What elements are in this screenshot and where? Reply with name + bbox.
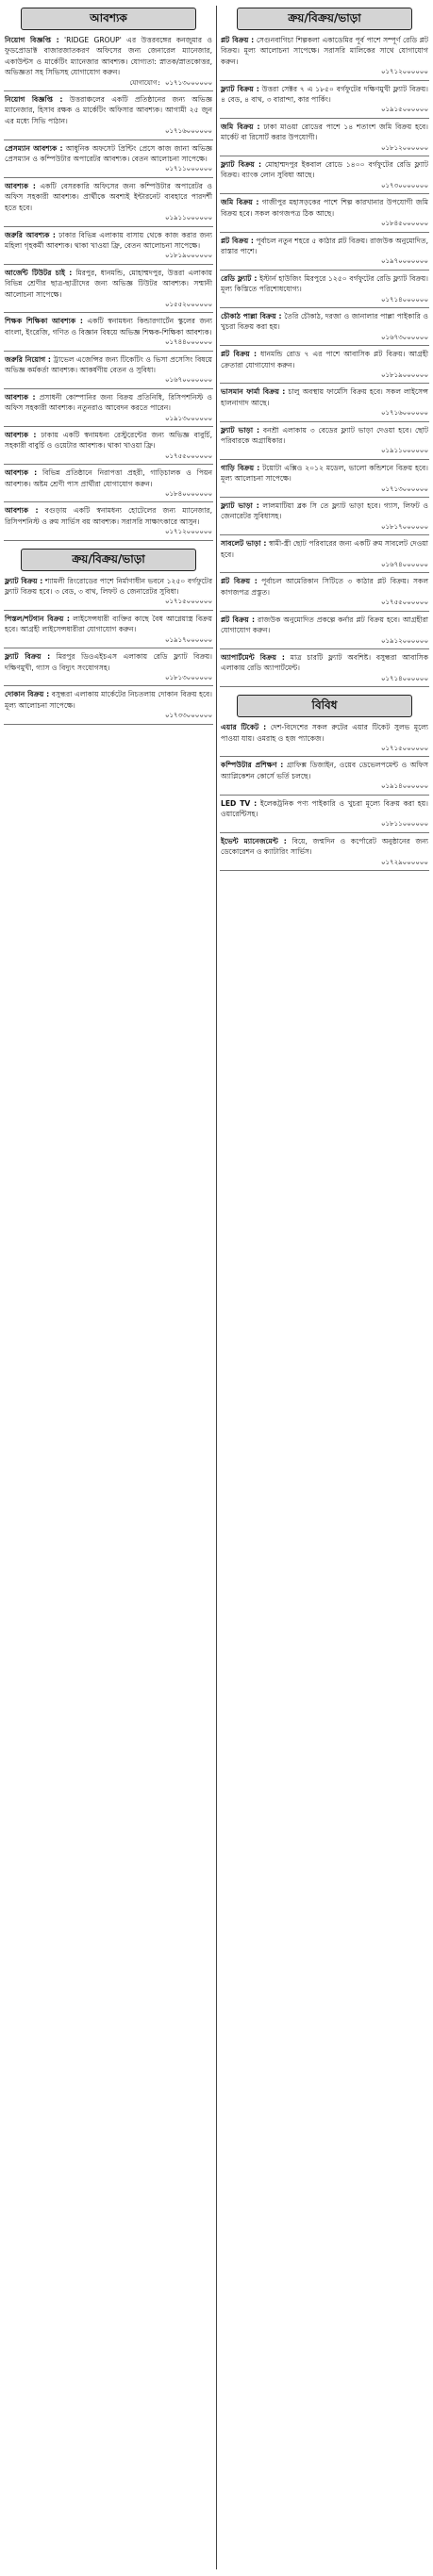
ad-phone-number[interactable]: ০১৫৫২০০০০০০ (164, 300, 212, 308)
ad-body-text: বসুন্ধরা এলাকায় মার্কেটের নিচতলায় দোকান বিক্রয় হবে। মূল্য আলোচনা সাপেক্ষে। (5, 690, 212, 710)
ad-body-text: উত্তরা সেক্টর ৭ এ ১৮৫০ বর্গফুটের দক্ষিণমুখী ফ্ল্যাট বিক্রয়। ৪ বেড, ৪ বাথ, ৩ বারান্দা, কার পার্কিং। (221, 84, 428, 105)
ad-heading: জরুরি আবশ্যক : (5, 230, 56, 239)
ad-body-text: বিয়ে, জন্মদিন ও কর্পোরেট অনুষ্ঠানের জন্য ডেকোরেশন ও ক্যাটারিং সার্ভিস। (221, 836, 428, 857)
classified-ad (220, 575, 429, 611)
ad-phone-number[interactable]: ০১৭১৩০০০০০০ (380, 484, 428, 493)
ad-body-text: মিরপুর, ধানমন্ডি, মোহাম্মদপুর, উত্তরা এলাকায় বিভিন্ন শ্রেণীর ছাত্র-ছাত্রীদের জন্য অভিজ্ঞ টিউটর আবশ্যক। সম্মানী আলোচনা সাপেক্ষে। (5, 268, 212, 299)
classified-ad (4, 429, 213, 465)
ad-body-text: লালমাটিয়া ব্লক সি তে ফ্ল্যাট ভাড়া হবে। গ্যাস, লিফট ও জেনারেটর সুবিধাসহ। (221, 501, 428, 521)
ad-heading: ফ্ল্যাট বিক্রয় : (5, 652, 51, 662)
ad-heading: জরুরি নিয়োগ : (5, 354, 51, 364)
ad-phone-number[interactable]: ০১৭১২০০০০০০ (380, 68, 428, 76)
ad-heading: রেডি ফ্ল্যাট : (221, 273, 258, 283)
classified-ad (220, 272, 429, 308)
section-header-buy-sell-left: ক্রয়/বিক্রয়/ভাড়া (21, 549, 196, 571)
ad-phone-number[interactable]: ০১৭১৪০০০০০০ (380, 295, 428, 304)
ad-phone-number[interactable]: ০১৯৭০০০০০০০ (380, 257, 428, 266)
ad-body-text: সেগুনবাগিচা শিল্পকলা একাডেমির পূর্ব পাশে সম্পূর্ণ রেডি প্লট বিক্রয়। মূল্য আলোচনা সাপেক্ষে। সরাসরি মালিকের সাথে যোগাযোগ করুন। (221, 36, 428, 66)
classified-ad (4, 650, 213, 686)
ad-heading: আবশ্যক : (5, 506, 39, 516)
classified-ad (220, 34, 429, 81)
ad-body-text: উত্তরাঞ্চলের একটি প্রতিষ্ঠানের জন্য অভিজ্ঞ ম্যানেজার, হিসাব রক্ষক ও মার্কেটিং অফিসার আবশ্যক। আগামী ২৫ জুন এর মধ্যে সিভি পাঠান। (5, 95, 212, 125)
classified-ad (220, 235, 429, 271)
misc-ads-list (220, 721, 429, 871)
ad-heading: নিয়োগ বিজ্ঞপ্তি : (5, 36, 59, 44)
ad-heading: প্লট বিক্রয় : (221, 36, 255, 44)
section-header-wanted: আবশ্যক (21, 8, 196, 30)
ad-heading: ফ্ল্যাট বিক্রয় : (221, 160, 262, 170)
ad-heading: প্লট বিক্রয় : (221, 236, 254, 245)
ad-heading: আবশ্যক : (5, 431, 37, 439)
classified-ad (220, 196, 429, 232)
ad-phone-number[interactable]: ০১৭১২০০০০০০ (164, 528, 212, 536)
ad-body-text: শ্যামলী রিংরোডের পাশে নির্মাণাধীন ভবনে ১২৫০ বর্গফুটের ফ্ল্যাট বিক্রয় হবে। ৩ বেড, ৩ বাথ, লিফট ও জেনারেটর সুবিধা। (5, 576, 212, 597)
ad-body-text: স্বামী-স্ত্রী ছোট পরিবারের জন্য একটি রুম সাবলেট দেওয়া হবে। (221, 539, 428, 559)
ad-heading: ফ্ল্যাট বিক্রয় : (5, 576, 43, 585)
ad-body-text: ট্রাভেল এজেন্সির জন্য টিকেটিং ও ভিসা প্রসেসিং বিষয়ে অভিজ্ঞ কর্মকর্তা আবশ্যক। আকর্ষণীয় বেতন ও সুবিধা। (5, 354, 213, 374)
ad-phone-number[interactable]: ০১৭২৯০০০০০০ (380, 858, 428, 866)
ad-body-text: বগুড়ায় একটি স্বনামধন্য হোটেলের জন্য ম্যানেজার, রিসিপশনিস্ট ও রুম সার্ভিস বয় আবশ্যক। সরাসরি সাক্ষাৎকারে আসুন। (5, 506, 212, 526)
ad-heading: কম্পিউটার প্রশিক্ষণ : (221, 761, 284, 770)
ad-body-text: ঢাকা মাওয়া রোডের পাশে ১৪ শতাংশ জমি বিক্রয় হবে। মার্কেট বা রিসোর্ট করার উপযোগী। (221, 122, 429, 142)
ad-heading: ইভেন্ট ম্যানেজমেন্ট : (221, 836, 287, 845)
ad-phone-number[interactable]: ০১৮১১০০০০০০ (380, 820, 428, 829)
classified-ad (220, 386, 429, 421)
classified-ad (220, 462, 429, 498)
ad-phone-number[interactable]: ০১৭৩৩০০০০০০ (164, 712, 212, 720)
ad-phone-number[interactable]: ০১৮১৩০০০০০০ (164, 673, 212, 681)
ad-phone-number[interactable]: ০১৭৫৫০০০০০০ (164, 451, 212, 460)
classified-ad (4, 353, 213, 389)
ad-phone-number[interactable]: ০১৮৪০০০০০০০ (164, 490, 212, 499)
section-header-buy-sell-right: ক্রয়/বিক্রয়/ভাড়া (237, 8, 412, 30)
classified-ad (220, 158, 429, 194)
ad-heading: আর্জেন্ট টিউটর চাই : (5, 268, 73, 277)
right-column (220, 8, 429, 2569)
ad-body-text: ঢাকায় একটি স্বনামধন্য রেস্টুরেন্টের জন্য অভিজ্ঞ বাবুর্চি, সহকারী বাবুর্চি ও ওয়েটার আবশ্যক। থাকা খাওয়া ফ্রি। (5, 431, 212, 451)
classified-ad (4, 613, 213, 648)
ad-body-text: পূর্বাচল আমেরিকান সিটিতে ৩ কাঠার প্লট বিক্রয়। সকল কাগজপত্র প্রস্তুত। (221, 577, 428, 597)
classified-ad (220, 500, 429, 535)
ad-phone-number[interactable]: ০১৮১৭০০০০০০ (380, 522, 428, 531)
ad-heading: এয়ার টিকেট : (221, 723, 267, 732)
ad-phone-number[interactable]: ০১৯১২০০০০০০ (380, 636, 428, 645)
classified-ad (220, 310, 429, 346)
classified-ad (220, 83, 429, 119)
classified-ad (4, 575, 213, 611)
ad-phone-number[interactable]: ০১৭৩০০০০০০০ (380, 181, 428, 189)
ad-heading: প্লট বিক্রয় : (221, 350, 258, 359)
ad-phone-number[interactable]: ০১৭৪৪০০০০০০ (164, 338, 212, 347)
ad-heading: ভাসমান ফার্মা বিক্রয় : (221, 387, 286, 397)
ad-body-text: দেশ-বিদেশের সকল রুটের এয়ার টিকেট সুলভ মূল্যে পাওয়া যায়। ওমরাহ ও হজ প্যাকেজ। (221, 723, 429, 743)
ad-phone-number[interactable]: ০১৭১৬০০০০০০ (164, 127, 212, 136)
ad-heading: নিয়োগ বিজ্ঞপ্তি : (5, 95, 63, 105)
ad-heading: গাড়ি বিক্রয় : (221, 463, 260, 472)
ad-phone-number[interactable]: ০১৭১৪০০০০০০ (380, 674, 428, 682)
ad-body-text: মিরপুর ডিওএইচএস এলাকায় রেডি ফ্ল্যাট বিক্রয়। দক্ষিণমুখী, গ্যাস ও বিদ্যুৎ সংযোগসহ। (5, 652, 212, 672)
left-column (4, 8, 213, 2569)
ad-heading: জমি বিক্রয় : (221, 198, 259, 207)
classified-ad (220, 348, 429, 384)
ad-phone-number[interactable]: ০১৭৫৫০০০০০০ (380, 599, 428, 607)
ad-body-text: পূর্বাচল নতুন শহরে ৫ কাঠার প্লট বিক্রয়। রাজউক অনুমোদিত, রাস্তার পাশে। (221, 236, 428, 255)
classified-ad (4, 180, 213, 227)
ad-heading: আবশ্যক : (5, 468, 38, 478)
ad-phone-number[interactable]: ০১৮১৯০০০০০০ (380, 370, 428, 379)
ad-body-text: বনশ্রী এলাকায় ৩ বেডের ফ্ল্যাট ভাড়া দেওয়া হবে। ছোট পরিবারকে অগ্রাধিকার। (221, 425, 429, 445)
ad-phone-number[interactable]: ০১৯১১০০০০০০ (380, 447, 428, 455)
ad-body-text: একটি বেসরকারি অফিসের জন্য কম্পিউটার অপারেটর ও অফিস সহকারী আবশ্যক। প্রার্থীকে অবশ্যই ইন্টারনেট ব্যবহারে পারদর্শী হতে হবে। (5, 181, 212, 212)
ad-phone-number[interactable]: ০১৯১৭০০০০০০ (164, 635, 212, 644)
classified-ad (4, 267, 213, 314)
ad-body-text: ঢাকার বিভিন্ন এলাকায় বাসায় থেকে কাজ করার জন্য মহিলা গৃহকর্মী আবশ্যক। থাকা খাওয়া ফ্রি, বেতন আলোচনা সাপেক্ষে। (5, 230, 212, 250)
classified-ad (220, 835, 429, 871)
section-header-misc: বিবিধ (237, 695, 412, 717)
ad-body-text: মোহাম্মদপুর ইকবাল রোডে ১৪০০ বর্গফুটের রেডি ফ্ল্যাট বিক্রয়। ব্যাংক লোন সুবিধা আছে। (221, 160, 428, 180)
ad-heading: দোকান বিক্রয় : (5, 690, 50, 699)
ad-phone-number[interactable]: যোগাযোগ: ০১৭১৩০০০০০০ (129, 78, 212, 87)
column-divider (216, 6, 217, 2569)
ad-body-text: লাইসেন্সধারী ব্যক্তির কাছে বৈধ আগ্নেয়াস্ত্র বিক্রয় হবে। আগ্রহী লাইসেন্সধারীরা যোগাযোগ করুন। (5, 614, 213, 634)
ad-heading: আবশ্যক : (5, 181, 36, 190)
ad-phone-number[interactable]: ০১৯১৩০০০০০০ (164, 414, 212, 422)
classified-ad (4, 142, 213, 178)
ad-body-text: গাজীপুর মহাসড়কের পাশে শিল্প কারখানার উপযোগী জমি বিক্রয় হবে। সকল কাগজপত্র ঠিক আছে। (221, 198, 428, 218)
classified-ad (4, 688, 213, 724)
ad-body-text: ধানমন্ডি রোড ৭ এর পাশে আবাসিক প্লট বিক্রয়। আগ্রহী ক্রেতারা যোগাযোগ করুন। (221, 350, 428, 369)
classified-ad (4, 229, 213, 265)
ad-phone-number[interactable]: ০১৮১৯০০০০০০ (164, 252, 212, 260)
ad-phone-number[interactable]: ০১৭১১০০০০০০ (164, 165, 212, 173)
buy-sell-ads-list-right (220, 34, 429, 687)
ad-heading: অ্যাপার্টমেন্ট বিক্রয় : (221, 652, 285, 662)
wanted-ads-list (4, 34, 213, 541)
classified-ad (220, 721, 429, 757)
ad-heading: সাবলেট ভাড়া : (221, 539, 267, 549)
classified-ad (220, 424, 429, 460)
ad-phone-number[interactable]: ০১৮১২০০০০০০ (380, 143, 428, 152)
ad-heading: জমি বিক্রয় : (221, 122, 260, 131)
ad-phone-number[interactable]: ০১৭১৫০০০০০০ (164, 598, 212, 606)
ad-heading: প্লট বিক্রয় : (221, 615, 256, 624)
classified-ad (220, 121, 429, 156)
classified-ad (4, 34, 213, 91)
ad-phone-number[interactable]: ০১৮৪৫০০০০০০ (380, 220, 428, 228)
ad-body-text: বিভিন্ন প্রতিষ্ঠানে নিরাপত্তা প্রহরী, গাড়িচালক ও পিয়ন আবশ্যক। অষ্টম শ্রেণী পাস প্রার্থীরা যোগাযোগ করুন। (5, 468, 212, 488)
classified-ad (4, 467, 213, 502)
ad-phone-number[interactable]: ০১৯১৫০০০০০০ (380, 106, 428, 114)
ad-heading: ফ্ল্যাট বিক্রয় : (221, 84, 259, 93)
classified-ad (4, 315, 213, 351)
ad-phone-number[interactable]: ০১৭১৬০০০০০০ (380, 409, 428, 418)
ad-body-text: প্রসাধনী কোম্পানির জন্য বিক্রয় প্রতিনিধি, রিসিপশনিস্ট ও অফিস সহকারী আবশ্যক। নতুনরাও আবেদন করতে পারেন। (5, 392, 212, 413)
ad-body-text: একটি স্বনামধন্য কিন্ডারগার্টেন স্কুলের জন্য বাংলা, ইংরেজি, গণিত ও বিজ্ঞান বিষয়ে অভিজ্ঞ শিক্ষক-শিক্ষিকা আবশ্যক। (5, 317, 212, 336)
buy-sell-ads-list-left (4, 575, 213, 725)
ad-phone-number[interactable]: ০১৭১৫০০০০০০ (380, 744, 428, 752)
ad-phone-number[interactable]: ০১৬৭৪০০০০০০ (380, 561, 428, 569)
ad-heading: ফ্ল্যাট ভাড়া : (221, 425, 260, 435)
ad-body-text: ইস্টার্ন হাউজিং মিরপুরে ১২৫০ বর্গফুটের রেডি ফ্ল্যাট বিক্রয়। মূল্য কিস্তিতে পরিশোধযোগ্য। (221, 273, 428, 294)
ad-phone-number[interactable]: ০১৯১১০০০০০০ (164, 214, 212, 222)
ad-body-text: রাজউক অনুমোদিত প্রকল্পে কর্নার প্লট বিক্রয় হবে। আগ্রহীরা যোগাযোগ করুন। (221, 615, 428, 635)
ad-phone-number[interactable]: ০১৯১৪০০০০০০ (380, 782, 428, 791)
ad-heading: প্রেসম্যান আবশ্যক : (5, 143, 63, 153)
ad-heading: LED TV : (221, 798, 258, 808)
ad-heading: প্লট বিক্রয় : (221, 577, 258, 586)
ad-phone-number[interactable]: ০১৬৭৩০০০০০০ (380, 333, 428, 341)
ad-body-text: টয়োটা এক্সিও ২০১২ মডেল, ভালো কন্ডিশনে বিক্রয় হবে। মূল্য আলোচনা সাপেক্ষে। (221, 463, 428, 484)
ad-phone-number[interactable]: ০১৬৭০০০০০০০ (164, 376, 212, 385)
ad-body-text: তৈরি চৌকাঠ, দরজা ও জানালার পাল্লা পাইকারি ও খুচরা বিক্রয় করা হয়। (221, 311, 428, 332)
classified-ad (220, 537, 429, 573)
ad-body-text: 'RIDGE GROUP' এর উত্তরবঙ্গের কনজুমার ও ফুডপ্রোডাক্ট বাজারজাতকরণ অফিসের জন্য জেনারেল ম্যানেজার, একাউন্টস ও মার্কেটিং ম্যানেজার আবশ্যক। যোগ্যতা: স্নাতক/স্নাতকোত্তর, অভিজ্ঞতা সহ সিভিসহ যোগাযোগ করুন। (5, 36, 212, 77)
classified-ad (220, 614, 429, 649)
classified-ad (220, 797, 429, 833)
classified-ad (4, 391, 213, 427)
ad-heading: ফ্ল্যাট ভাড়া : (221, 501, 259, 511)
ad-heading: পিস্তল/শটগান বিক্রয় : (5, 614, 70, 623)
ad-heading: শিক্ষক শিক্ষিকা আবশ্যক : (5, 317, 83, 326)
ad-body-text: আধুনিক অফসেট প্রিন্টিং প্রেসে কাজ জানা অভিজ্ঞ প্রেসম্যান ও কম্পিউটার অপারেটর আবশ্যক। বেতন আলোচনা সাপেক্ষে। (5, 143, 212, 164)
classified-ad (4, 504, 213, 540)
ad-heading: চৌকাঠ পাল্লা বিক্রয় : (221, 311, 282, 320)
ad-body-text: মাত্র চারটি ফ্ল্যাট অবশিষ্ট। বসুন্ধরা আবাসিক এলাকায় রেডি অ্যাপার্টমেন্ট। (221, 652, 429, 673)
classified-ad (220, 651, 429, 687)
classified-ad (4, 93, 213, 140)
ad-body-text: ইলেকট্রনিক পণ্য পাইকারি ও খুচরা মূল্যে বিক্রয় করা হয়। ওয়ারেন্টিসহ। (221, 798, 428, 818)
ad-body-text: গ্রাফিক্স ডিজাইন, ওয়েব ডেভেলপমেন্ট ও অফিস অ্যাপ্লিকেশন কোর্সে ভর্তি চলছে। (221, 761, 429, 780)
classified-ad (220, 759, 429, 795)
ad-body-text: চালু অবস্থায় ফার্মেসি বিক্রয় হবে। সকল লাইসেন্স হালনাগাদ আছে। (221, 387, 428, 407)
ad-heading: আবশ্যক : (5, 392, 36, 402)
